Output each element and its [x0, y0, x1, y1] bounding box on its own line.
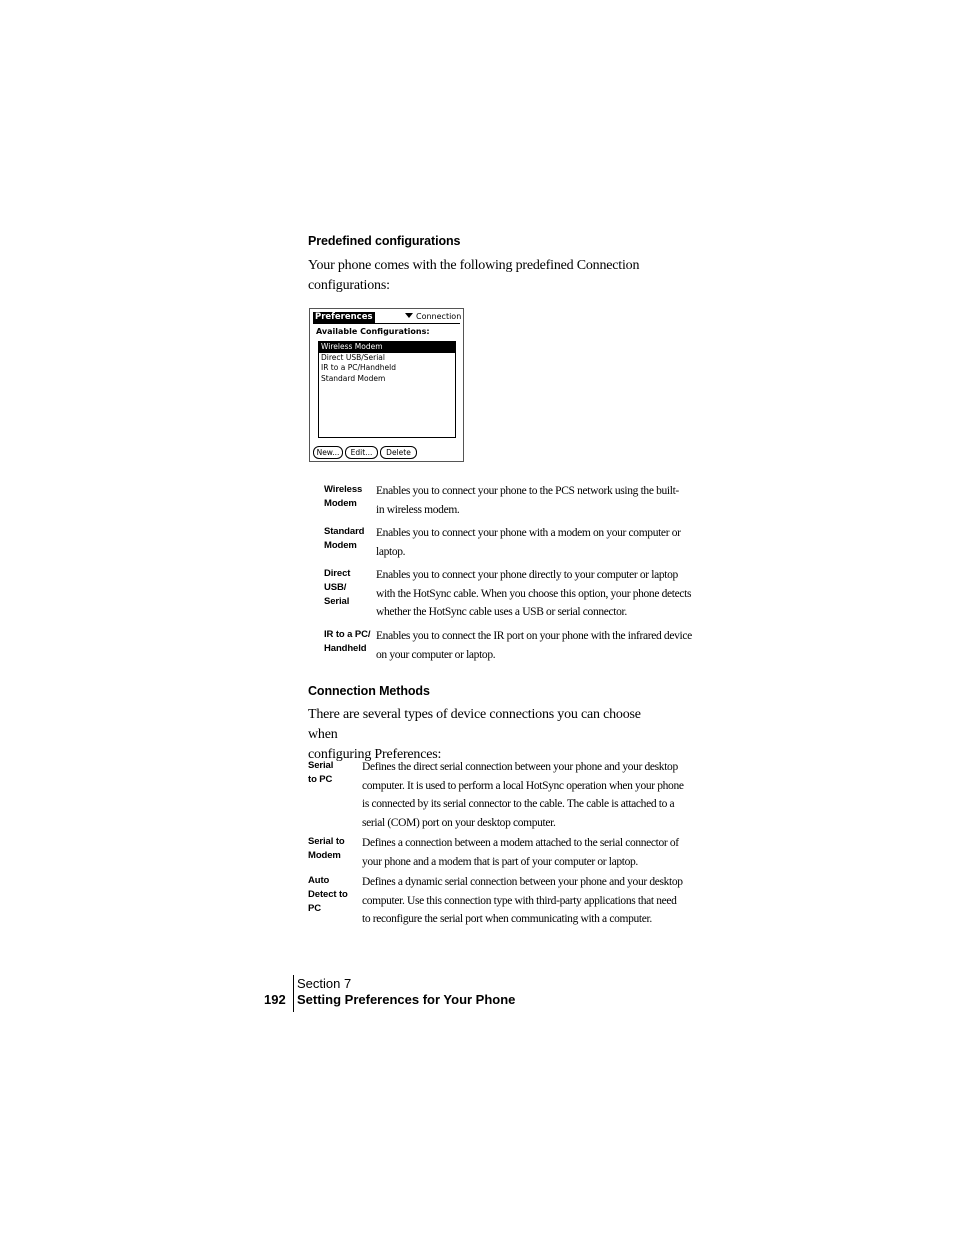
- preferences-screen-figure: [309, 308, 464, 462]
- term-line: Serial: [308, 760, 334, 771]
- def-serial-to-pc: [362, 758, 684, 832]
- term-line: USB/: [324, 582, 347, 593]
- def-line: Defines a connection between a modem attached to the serial connector of: [362, 837, 679, 849]
- term-line: Modem: [324, 540, 357, 551]
- term-wireless-modem: [324, 483, 362, 511]
- term-line: Modem: [308, 850, 341, 861]
- config-item-standard-modem[interactable]: Standard Modem: [321, 373, 386, 383]
- config-item-direct-usb-serial[interactable]: Direct USB/Serial: [321, 352, 385, 362]
- term-line: to PC: [308, 774, 333, 785]
- term-line: Detect to: [308, 889, 348, 900]
- def-direct-usb-serial: [376, 566, 691, 622]
- term-line: IR to a PC/: [324, 629, 371, 640]
- intro-predefined: [308, 256, 668, 296]
- footer-divider: [293, 975, 294, 1012]
- intro-methods-line-2: configuring Preferences:: [308, 747, 442, 762]
- delete-button[interactable]: Delete: [380, 446, 417, 459]
- term-line: Modem: [324, 498, 357, 509]
- def-line: computer. It is used to perform a local HotSync operation when your phone: [362, 779, 684, 792]
- def-line: in wireless modem.: [376, 503, 460, 516]
- term-serial-to-pc: [308, 759, 333, 787]
- dropdown-triangle-icon: [405, 313, 413, 318]
- intro-methods: [308, 705, 668, 765]
- intro-predefined-line-2: configurations:: [308, 278, 390, 293]
- palm-title-divider: [313, 323, 460, 324]
- term-serial-to-modem: [308, 835, 345, 863]
- def-line: to reconfigure the serial port when communicating with a computer.: [362, 913, 652, 925]
- edit-button[interactable]: Edit...: [345, 446, 378, 459]
- def-wireless-modem: [376, 482, 679, 519]
- def-ir-to-pc-handheld: [376, 627, 692, 664]
- configurations-list[interactable]: [318, 341, 456, 438]
- def-line: Defines a dynamic serial connection between your phone and your desktop: [362, 876, 683, 888]
- intro-predefined-line-1: Your phone comes with the following predefined Connection: [308, 258, 640, 273]
- connection-picker-label: Connection: [416, 312, 462, 321]
- available-configurations-label: Available Configurations:: [316, 327, 430, 336]
- def-standard-modem: [376, 524, 681, 561]
- palm-title: Preferences: [315, 312, 373, 322]
- chapter-title: Setting Preferences for Your Phone: [297, 992, 516, 1007]
- def-line: Enables you to connect the IR port on your phone with the infrared device: [376, 630, 692, 642]
- def-line: computer. Use this connection type with third-party applications that need: [362, 894, 677, 907]
- term-standard-modem: [324, 525, 364, 553]
- heading-predefined-configurations: Predefined configurations: [308, 234, 461, 248]
- new-button[interactable]: New...: [313, 446, 343, 459]
- term-line: PC: [308, 903, 321, 914]
- term-line: Standard: [324, 526, 365, 537]
- page-number: 192: [264, 992, 286, 1007]
- def-line: serial (COM) port on your desktop computer.: [362, 816, 556, 829]
- def-auto-detect-to-pc: [362, 873, 683, 929]
- term-line: Direct: [324, 568, 351, 579]
- def-line: Enables you to connect your phone with a modem on your computer or: [376, 527, 681, 539]
- def-line: is connected by its serial connector to the cable. The cable is attached to a: [362, 798, 675, 810]
- def-line: laptop.: [376, 545, 406, 558]
- intro-methods-line-1: There are several types of device connections you can choose when: [308, 707, 641, 742]
- term-line: Serial: [324, 596, 350, 607]
- term-auto-detect-to-pc: [308, 874, 348, 916]
- config-item-ir-to-pc-handheld[interactable]: IR to a PC/Handheld: [321, 363, 396, 372]
- def-line: Enables you to connect your phone to the PCS network using the built-: [376, 485, 679, 497]
- term-line: Wireless: [324, 484, 363, 495]
- term-ir-to-pc-handheld: [324, 628, 370, 656]
- term-line: Handheld: [324, 643, 367, 654]
- def-line: Defines the direct serial connection between your phone and your desktop: [362, 761, 678, 773]
- def-serial-to-modem: [362, 834, 679, 871]
- term-direct-usb-serial: [324, 567, 350, 609]
- def-line: your phone and a modem that is part of your computer or laptop.: [362, 855, 638, 868]
- def-line: on your computer or laptop.: [376, 648, 496, 661]
- connection-picker[interactable]: [405, 311, 461, 322]
- section-label: Section 7: [297, 976, 352, 991]
- heading-connection-methods: Connection Methods: [308, 684, 430, 698]
- def-line: whether the HotSync cable uses a USB or serial connector.: [376, 606, 627, 618]
- term-line: Serial to: [308, 836, 345, 847]
- def-line: Enables you to connect your phone directly to your computer or laptop: [376, 569, 678, 581]
- term-line: Auto: [308, 875, 330, 886]
- config-item-wireless-modem[interactable]: Wireless Modem: [319, 342, 455, 353]
- def-line: with the HotSync cable. When you choose this option, your phone detects: [376, 587, 692, 600]
